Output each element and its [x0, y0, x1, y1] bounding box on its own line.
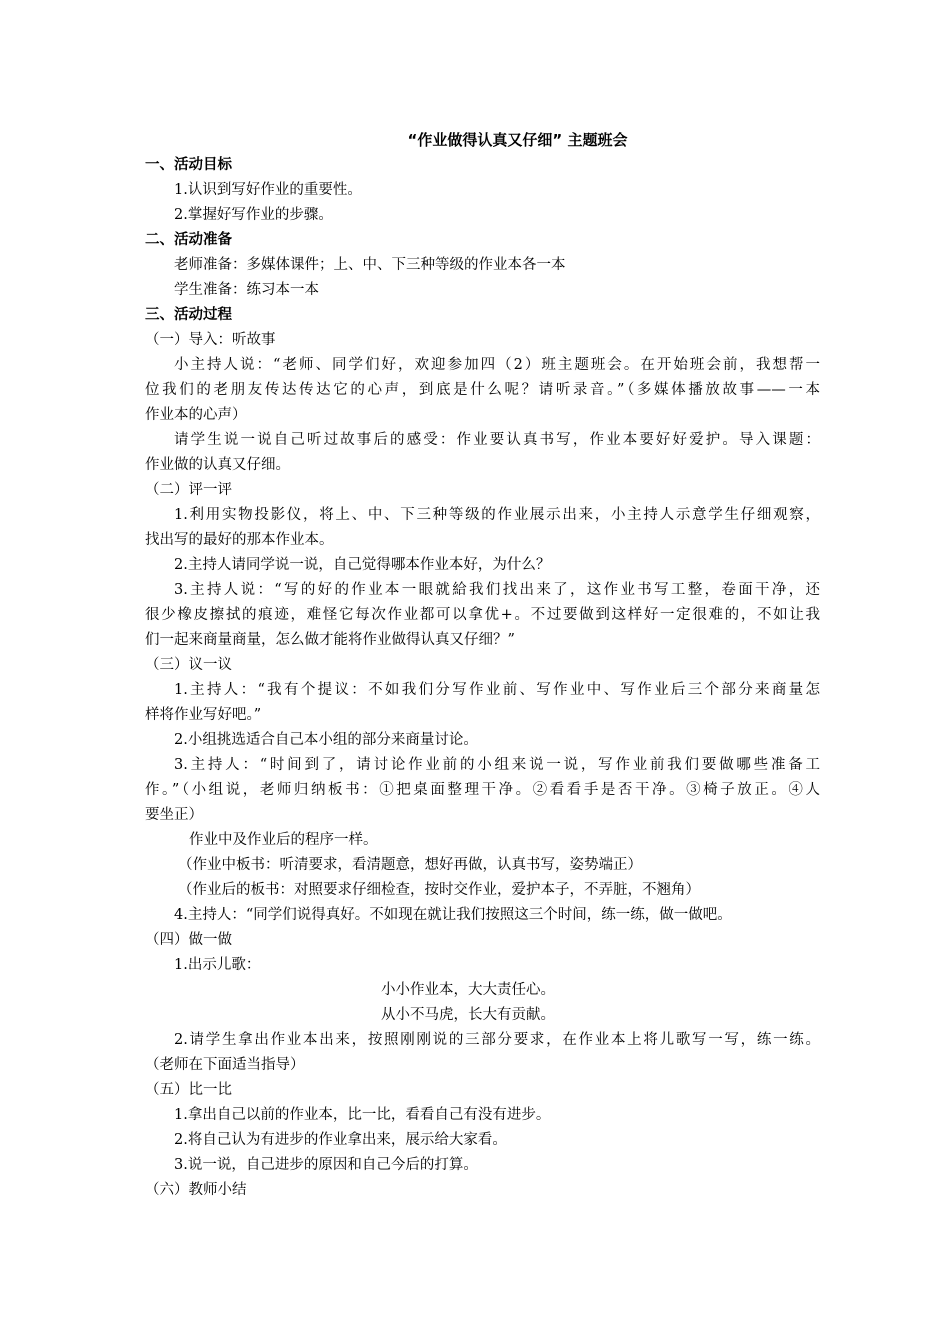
paragraph-line: 2.请学生拿出作业本出来，按照刚刚说的三部分要求，在作业本上将儿歌写一写，练一练。 — [174, 1032, 820, 1048]
goal-item: 2.掌握好写作业的步骤。 — [174, 207, 333, 223]
section-heading-preparation: 二、活动准备 — [145, 232, 232, 248]
paragraph-line: 1.拿出自己以前的作业本，比一比，看看自己有没有进步。 — [174, 1107, 551, 1123]
blackboard-note: （作业中板书：听清要求，看清题意，想好再做，认真书写，姿势端正） — [178, 857, 642, 873]
paragraph-line: 作业本的心声） — [145, 407, 247, 423]
paragraph-line: 1.出示儿歌： — [174, 957, 261, 973]
teacher-preparation: 老师准备：多媒体课件；上、中、下三种等级的作业本各一本 — [174, 257, 566, 273]
paragraph-line: 3.主持人：“时间到了，请讨论作业前的小组来说一说，写作业前我们要做哪些准备工 — [174, 757, 820, 773]
paragraph-line: 2.主持人请同学说一说，自己觉得哪本作业本好，为什么？ — [174, 557, 551, 573]
poem-line: 小小作业本，大大责任心。 — [381, 982, 555, 998]
subsection-heading-discuss: （三）议一议 — [145, 657, 232, 673]
section-heading-process: 三、活动过程 — [145, 307, 232, 323]
paragraph-line: 2.将自己认为有进步的作业拿出来，展示给大家看。 — [174, 1132, 507, 1148]
paragraph-line: 很少橡皮擦拭的痕迹，难怪它每次作业都可以拿优+。不过要做到这样好一定很难的，不如让我 — [145, 607, 820, 623]
document-title: “作业做得认真又仔细” 主题班会 — [407, 131, 628, 149]
paragraph-line: 们一起来商量商量，怎么做才能将作业做得认真又仔细？” — [145, 632, 515, 648]
paragraph-line: 4.主持人：“同学们说得真好。不如现在就让我们按照这三个时间，练一练，做一做吧。 — [174, 907, 732, 923]
subsection-heading-compare: （五）比一比 — [145, 1082, 232, 1098]
paragraph-line: 3.说一说，自己进步的原因和自己今后的打算。 — [174, 1157, 478, 1173]
paragraph-line: 请学生说一说自己听过故事后的感受：作业要认真书写，作业本要好好爱护。导入课题： — [174, 432, 820, 448]
poem-line: 从小不马虎，长大有贡献。 — [381, 1007, 555, 1023]
section-heading-goals: 一、活动目标 — [145, 157, 232, 173]
paragraph-line: 作业做的认真又仔细。 — [145, 457, 290, 473]
paragraph-line: 1.主持人：“我有个提议：不如我们分写作业前、写作业中、写作业后三个部分来商量怎 — [174, 682, 820, 698]
paragraph-line: 作。”（小组说，老师归纳板书：①把桌面整理干净。②看看手是否干净。③椅子放正。④人 — [145, 782, 820, 798]
blackboard-note: （作业后的板书：对照要求仔细检查，按时交作业，爱护本子，不弄脏，不翘角） — [178, 882, 700, 898]
document-page — [145, 128, 820, 1203]
paragraph-line: 1.利用实物投影仪，将上、中、下三种等级的作业展示出来，小主持人示意学生仔细观察， — [174, 507, 820, 523]
paragraph-line: 样将作业写好吧。” — [145, 707, 262, 723]
paragraph-line: 小主持人说：“老师、同学们好，欢迎参加四（2）班主题班会。在开始班会前，我想帮一 — [174, 357, 820, 373]
paragraph-line: 3.主持人说：“写的好的作业本一眼就給我们找出来了，这作业书写工整，卷面干净，还 — [174, 582, 820, 598]
subsection-heading-evaluate: （二）评一评 — [145, 482, 232, 498]
paragraph-line: 作业中及作业后的程序一样。 — [189, 832, 378, 848]
subsection-heading-intro: （一）导入：听故事 — [145, 332, 276, 348]
paragraph-line: 2.小组挑选适合自己本小组的部分来商量讨论。 — [174, 732, 478, 748]
subsection-heading-summary: （六）教师小结 — [145, 1182, 247, 1198]
student-preparation: 学生准备：练习本一本 — [174, 282, 319, 298]
subsection-heading-practice: （四）做一做 — [145, 932, 232, 948]
paragraph-line: （老师在下面适当指导） — [145, 1057, 305, 1073]
paragraph-line: 位我们的老朋友传达传达它的心声，到底是什么呢？请听录音。”（多媒体播放故事——一本 — [145, 382, 820, 398]
paragraph-line: 找出写的最好的那本作业本。 — [145, 532, 334, 548]
goal-item: 1.认识到写好作业的重要性。 — [174, 182, 362, 198]
paragraph-line: 要坐正） — [145, 807, 203, 823]
